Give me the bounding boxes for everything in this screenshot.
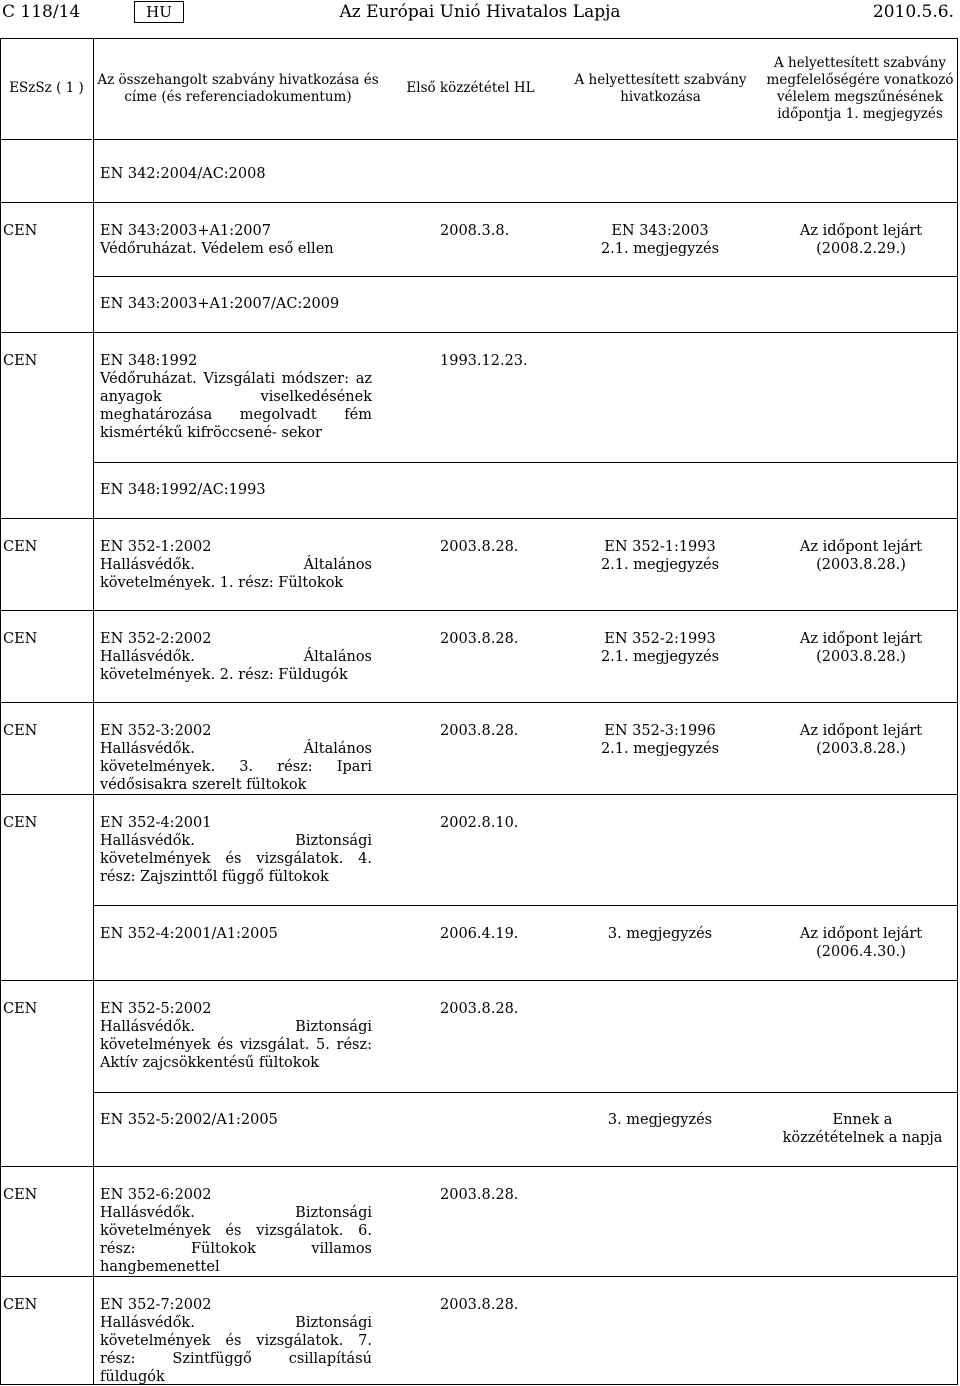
standard-reference: EN 352-3:2002 (100, 723, 212, 739)
page-reference: C 118/14 (2, 2, 81, 22)
standard-reference: EN 352-6:2002 (100, 1187, 212, 1203)
superseded-note: 3. megjegyzés (607, 926, 713, 942)
publication-date: 1993.12.23. (440, 353, 528, 369)
superseded-standard: EN 352-3:1996 (604, 723, 716, 739)
publication-date: 2006.4.19. (440, 926, 519, 942)
standard-title: Hallásvédők. Biztonsági követelmények és vizsgálat. 5. rész: Aktív zajcsökkentésű fültokok (100, 1019, 372, 1071)
publication-date: 2003.8.28. (440, 539, 519, 555)
publication-date: 2003.8.28. (440, 1187, 519, 1203)
superseded-standard: EN 352-1:1993 (604, 539, 716, 555)
row-divider (0, 702, 958, 703)
row-divider (0, 518, 958, 519)
row-divider (0, 794, 958, 795)
row-divider (0, 610, 958, 611)
publication-date: 2003.8.28. (440, 631, 519, 647)
superseded-standard: EN 343:2003 (611, 223, 709, 239)
column-header-standard: Az összehangolt szabvány hivatkozása és címe (és referenciadokumentum) (93, 38, 383, 140)
row-divider (0, 1166, 958, 1167)
standard-reference: EN 352-2:2002 (100, 631, 212, 647)
standard-title: Hallásvédők. Általános követelmények. 1. rész: Fültokok (100, 557, 372, 591)
standard-title: Hallásvédők. Általános követelmények. 3. rész: Ipari védősisakra szerelt fültokok (100, 741, 372, 793)
row-divider (93, 1092, 958, 1093)
cessation-status: Az időpont lejárt (799, 631, 923, 647)
cessation-status: Ennek a közzétételnek a napja (782, 1112, 943, 1146)
superseded-note: 2.1. megjegyzés (600, 241, 720, 257)
cessation-date: (2008.2.29.) (816, 241, 906, 257)
row-divider (0, 1276, 958, 1277)
organisation: CEN (3, 1297, 38, 1313)
superseded-note: 3. megjegyzés (607, 1112, 713, 1128)
organisation: CEN (3, 1001, 38, 1017)
page-header (0, 0, 960, 28)
publication-date: 2003.8.28. (440, 1001, 519, 1017)
row-divider (93, 462, 958, 463)
cessation-date: (2003.8.28.) (816, 741, 906, 757)
standard-title: Hallásvédők. Biztonsági követelmények és vizsgálatok. 7. rész: Szintfüggő csillapítású füldugók (100, 1315, 372, 1385)
standard-reference: EN 352-1:2002 (100, 539, 212, 555)
amendment-reference: EN 348:1992/AC:1993 (100, 482, 266, 498)
row-divider (93, 276, 958, 277)
row-divider (0, 332, 958, 333)
standard-reference: EN 352-7:2002 (100, 1297, 212, 1313)
standard-reference: EN 352-5:2002 (100, 1001, 212, 1017)
row-divider (0, 202, 958, 203)
amendment-reference: EN 343:2003+A1:2007/AC:2009 (100, 296, 340, 312)
organisation: CEN (3, 1187, 38, 1203)
row-divider (0, 980, 958, 981)
journal-title: Az Európai Unió Hivatalos Lapja (339, 2, 621, 22)
organisation: CEN (3, 353, 38, 369)
column-header-cessation: A helyettesített szabvány megfelelőségére vonatkozó vélelem megszűnésének időpontja 1. megjegyzés (763, 38, 957, 140)
language-badge: HU (134, 1, 184, 23)
cessation-status: Az időpont lejárt (799, 223, 923, 239)
cessation-status: Az időpont lejárt (799, 926, 923, 942)
publication-date: 2002.8.10. (440, 815, 519, 831)
cessation-status: Az időpont lejárt (799, 539, 923, 555)
standard-title: Hallásvédők. Általános követelmények. 2. rész: Füldugók (100, 649, 372, 683)
cessation-status: Az időpont lejárt (799, 723, 923, 739)
standard-title: Hallásvédők. Biztonsági követelmények és vizsgálatok. 6. rész: Fültokok villamos hangbemenettel (100, 1205, 372, 1275)
column-header-superseded: A helyettesített szabvány hivatkozása (558, 38, 763, 140)
standard-title: Védőruházat. Védelem eső ellen (100, 241, 334, 257)
publication-date: 2003.8.28. (440, 1297, 519, 1313)
issue-date: 2010.5.6. (872, 2, 954, 22)
superseded-note: 2.1. megjegyzés (600, 557, 720, 573)
amendment-reference: EN 352-4:2001/A1:2005 (100, 926, 278, 942)
publication-date: 2008.3.8. (440, 223, 510, 239)
cessation-date: (2006.4.30.) (816, 944, 906, 960)
standard-reference: EN 352-4:2001 (100, 815, 212, 831)
superseded-note: 2.1. megjegyzés (600, 649, 720, 665)
column-header-esos: ESzSz ( 1 ) (1, 38, 92, 140)
organisation: CEN (3, 539, 38, 555)
standard-reference: EN 343:2003+A1:2007 (100, 223, 271, 239)
organisation: CEN (3, 815, 38, 831)
standard-title: Hallásvédők. Biztonsági követelmények és vizsgálatok. 4. rész: Zajszinttől függő fültokok (100, 833, 372, 885)
standard-reference: EN 348:1992 (100, 353, 198, 369)
organisation: CEN (3, 631, 38, 647)
organisation: CEN (3, 723, 38, 739)
cessation-date: (2003.8.28.) (816, 557, 906, 573)
amendment-reference: EN 342:2004/AC:2008 (100, 166, 266, 182)
standard-title: Védőruházat. Vizsgálati módszer: az anyagok viselkedésének meghatározása megolvadt fém kismértékű kifröccsené- sekor (100, 371, 372, 441)
superseded-note: 2.1. megjegyzés (600, 741, 720, 757)
column-divider (93, 39, 94, 1384)
amendment-reference: EN 352-5:2002/A1:2005 (100, 1112, 278, 1128)
organisation: CEN (3, 223, 38, 239)
publication-date: 2003.8.28. (440, 723, 519, 739)
cessation-date: (2003.8.28.) (816, 649, 906, 665)
superseded-standard: EN 352-2:1993 (604, 631, 716, 647)
row-divider (93, 905, 958, 906)
column-header-first-publication: Első közzététel HL (383, 38, 558, 140)
